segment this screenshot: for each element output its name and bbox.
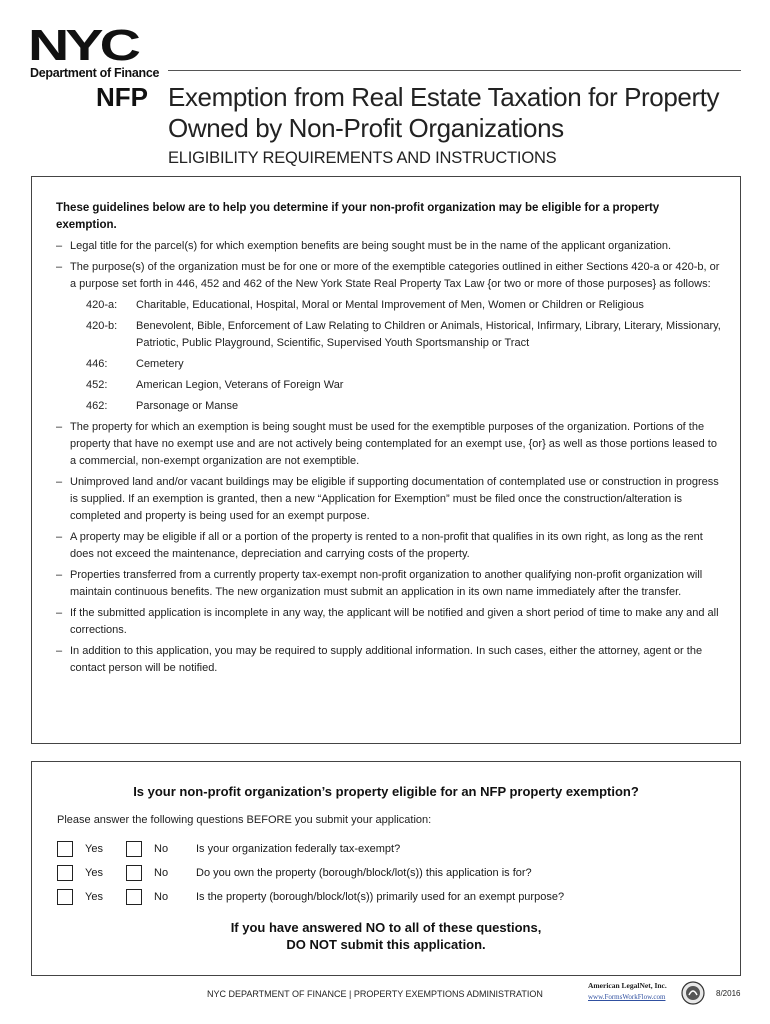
form-title [168,82,719,144]
category-code: 446: [86,358,108,370]
guideline-text: Properties transferred from a currently property tax-exempt non-profit organization to another qualifying non-profit organization will maintain continuous benefits. The new organization must submit an application in its own name immediately after the transfer. [70,569,703,598]
guideline-item [56,259,721,293]
form-title-line-1: Exemption from Real Estate Taxation for Property [168,82,720,112]
category-text: Parsonage or Manse [136,400,239,412]
yes-label: Yes [85,891,103,903]
question-row [57,837,564,861]
question-list [57,837,564,909]
dash-bullet: – [56,531,63,543]
questions-instructions: Please answer the following questions BEFORE you submit your application: [57,814,432,826]
category-row [56,356,721,373]
dash-bullet: – [56,607,63,619]
eligibility-questions-box [31,761,741,976]
guideline-item [56,567,721,601]
no-checkbox[interactable] [126,841,142,857]
guideline-text: A property may be eligible if all or a portion of the property is rented to a non-profit that qualifies in its own right, as long as the rent does not exceed the maintenance, depreciation and carrying costs of the property. [70,531,703,560]
guidelines-box [31,176,741,744]
questions-heading: Is your non-profit organization’s property eligible for an NFP property exemption? [133,784,639,799]
legalnet-seal-icon [681,981,705,1005]
question-text: Is your organization federally tax-exempt? [196,843,401,855]
yes-label: Yes [85,867,103,879]
yes-checkbox[interactable] [57,865,73,881]
no-label: No [154,867,169,879]
form-code: NFP [96,82,148,112]
guideline-text: Unimproved land and/or vacant buildings may be eligible if supporting documentation of contemplated use or construction in progress is supplied. If an exemption is granted, then a new “Application for Exemption” must be filed once the construction/alteration is completed and property is being used for an exempt purpose. [70,476,719,522]
form-date: 8/2016 [716,989,741,998]
yes-label: Yes [85,843,103,855]
guideline-item [56,419,721,470]
no-checkbox[interactable] [126,889,142,905]
legalnet-link[interactable]: www.FormsWorkFlow.com [588,993,666,1001]
exemption-categories [56,297,721,415]
dash-bullet: – [56,261,63,273]
guideline-item [56,238,721,255]
category-code: 420-a: [86,299,118,311]
category-row [56,377,721,394]
question-text: Do you own the property (borough/block/lot(s)) this application is for? [196,867,532,879]
footer-agency: NYC DEPARTMENT OF FINANCE | PROPERTY EXEMPTIONS ADMINISTRATION [207,989,543,999]
no-label: No [154,843,169,855]
guideline-item [56,643,721,677]
american-legalnet-stamp [586,981,704,1009]
dash-bullet: – [56,476,63,488]
guideline-item [56,474,721,525]
do-not-submit-warning [32,919,740,953]
guideline-text: Legal title for the parcel(s) for which exemption benefits are being sought must be in the name of the applicant organization. [70,240,672,252]
warning-line-1: If you have answered NO to all of these questions, [230,920,542,935]
guideline-text: The property for which an exemption is being sought must be used for the exemptible purposes of the organization. Portions of the property that have no exempt use and are not actively being contemplated for an exempt use, {or} as well as those portions leased to a commercial, non-exempt organization are not exemptible. [70,421,717,467]
guideline-text: In addition to this application, you may be required to supply additional information. In such cases, either the attorney, agent or the contact person will be notified. [70,645,703,674]
category-row [56,318,721,352]
nyc-logo: NYC [28,21,138,70]
yes-checkbox[interactable] [57,889,73,905]
category-row [56,398,721,415]
warning-line-2: DO NOT submit this application. [286,937,486,952]
category-text: Cemetery [136,358,184,370]
question-text: Is the property (borough/block/lot(s)) primarily used for an exempt purpose? [196,891,565,903]
no-label: No [154,891,169,903]
guideline-item [56,529,721,563]
question-row [57,861,564,885]
legalnet-name: American LegalNet, Inc. [588,981,667,990]
yes-checkbox[interactable] [57,841,73,857]
category-text: Benevolent, Bible, Enforcement of Law Relating to Children or Animals, Historical, Infirmary, Library, Literary, Missionary, Patriotic, Public Playground, Scientific, Supervised Youth Sportsmanship or Tract [136,320,721,349]
category-code: 420-b: [86,320,118,332]
no-checkbox[interactable] [126,865,142,881]
dash-bullet: – [56,645,63,657]
category-text: Charitable, Educational, Hospital, Moral or Mental Improvement of Men, Women or Children or Religious [136,299,644,311]
header-rule [168,70,741,71]
department-name: Department of Finance [30,66,160,80]
dash-bullet: – [56,569,63,581]
category-code: 462: [86,400,108,412]
form-title-line-2: Owned by Non-Profit Organizations [168,113,564,143]
guidelines-intro: These guidelines below are to help you determine if your non-profit organization may be eligible for a property exemption. [56,202,660,231]
category-row [56,297,721,314]
guideline-item [56,605,721,639]
form-subtitle: ELIGIBILITY REQUIREMENTS AND INSTRUCTIONS [168,149,557,167]
dash-bullet: – [56,240,63,252]
category-code: 452: [86,379,108,391]
dash-bullet: – [56,421,63,433]
question-row [57,885,564,909]
guideline-text: The purpose(s) of the organization must be for one or more of the exemptible categories outlined in either Sections 420-a or 420-b, or a purpose set forth in 446, 452 and 462 of the New York State Real Property Tax Law {or two or more of those purposes} as follows: [70,261,720,290]
guideline-text: If the submitted application is incomplete in any way, the applicant will be notified and given a short period of time to make any and all corrections. [70,607,719,636]
category-text: American Legion, Veterans of Foreign War [136,379,344,391]
